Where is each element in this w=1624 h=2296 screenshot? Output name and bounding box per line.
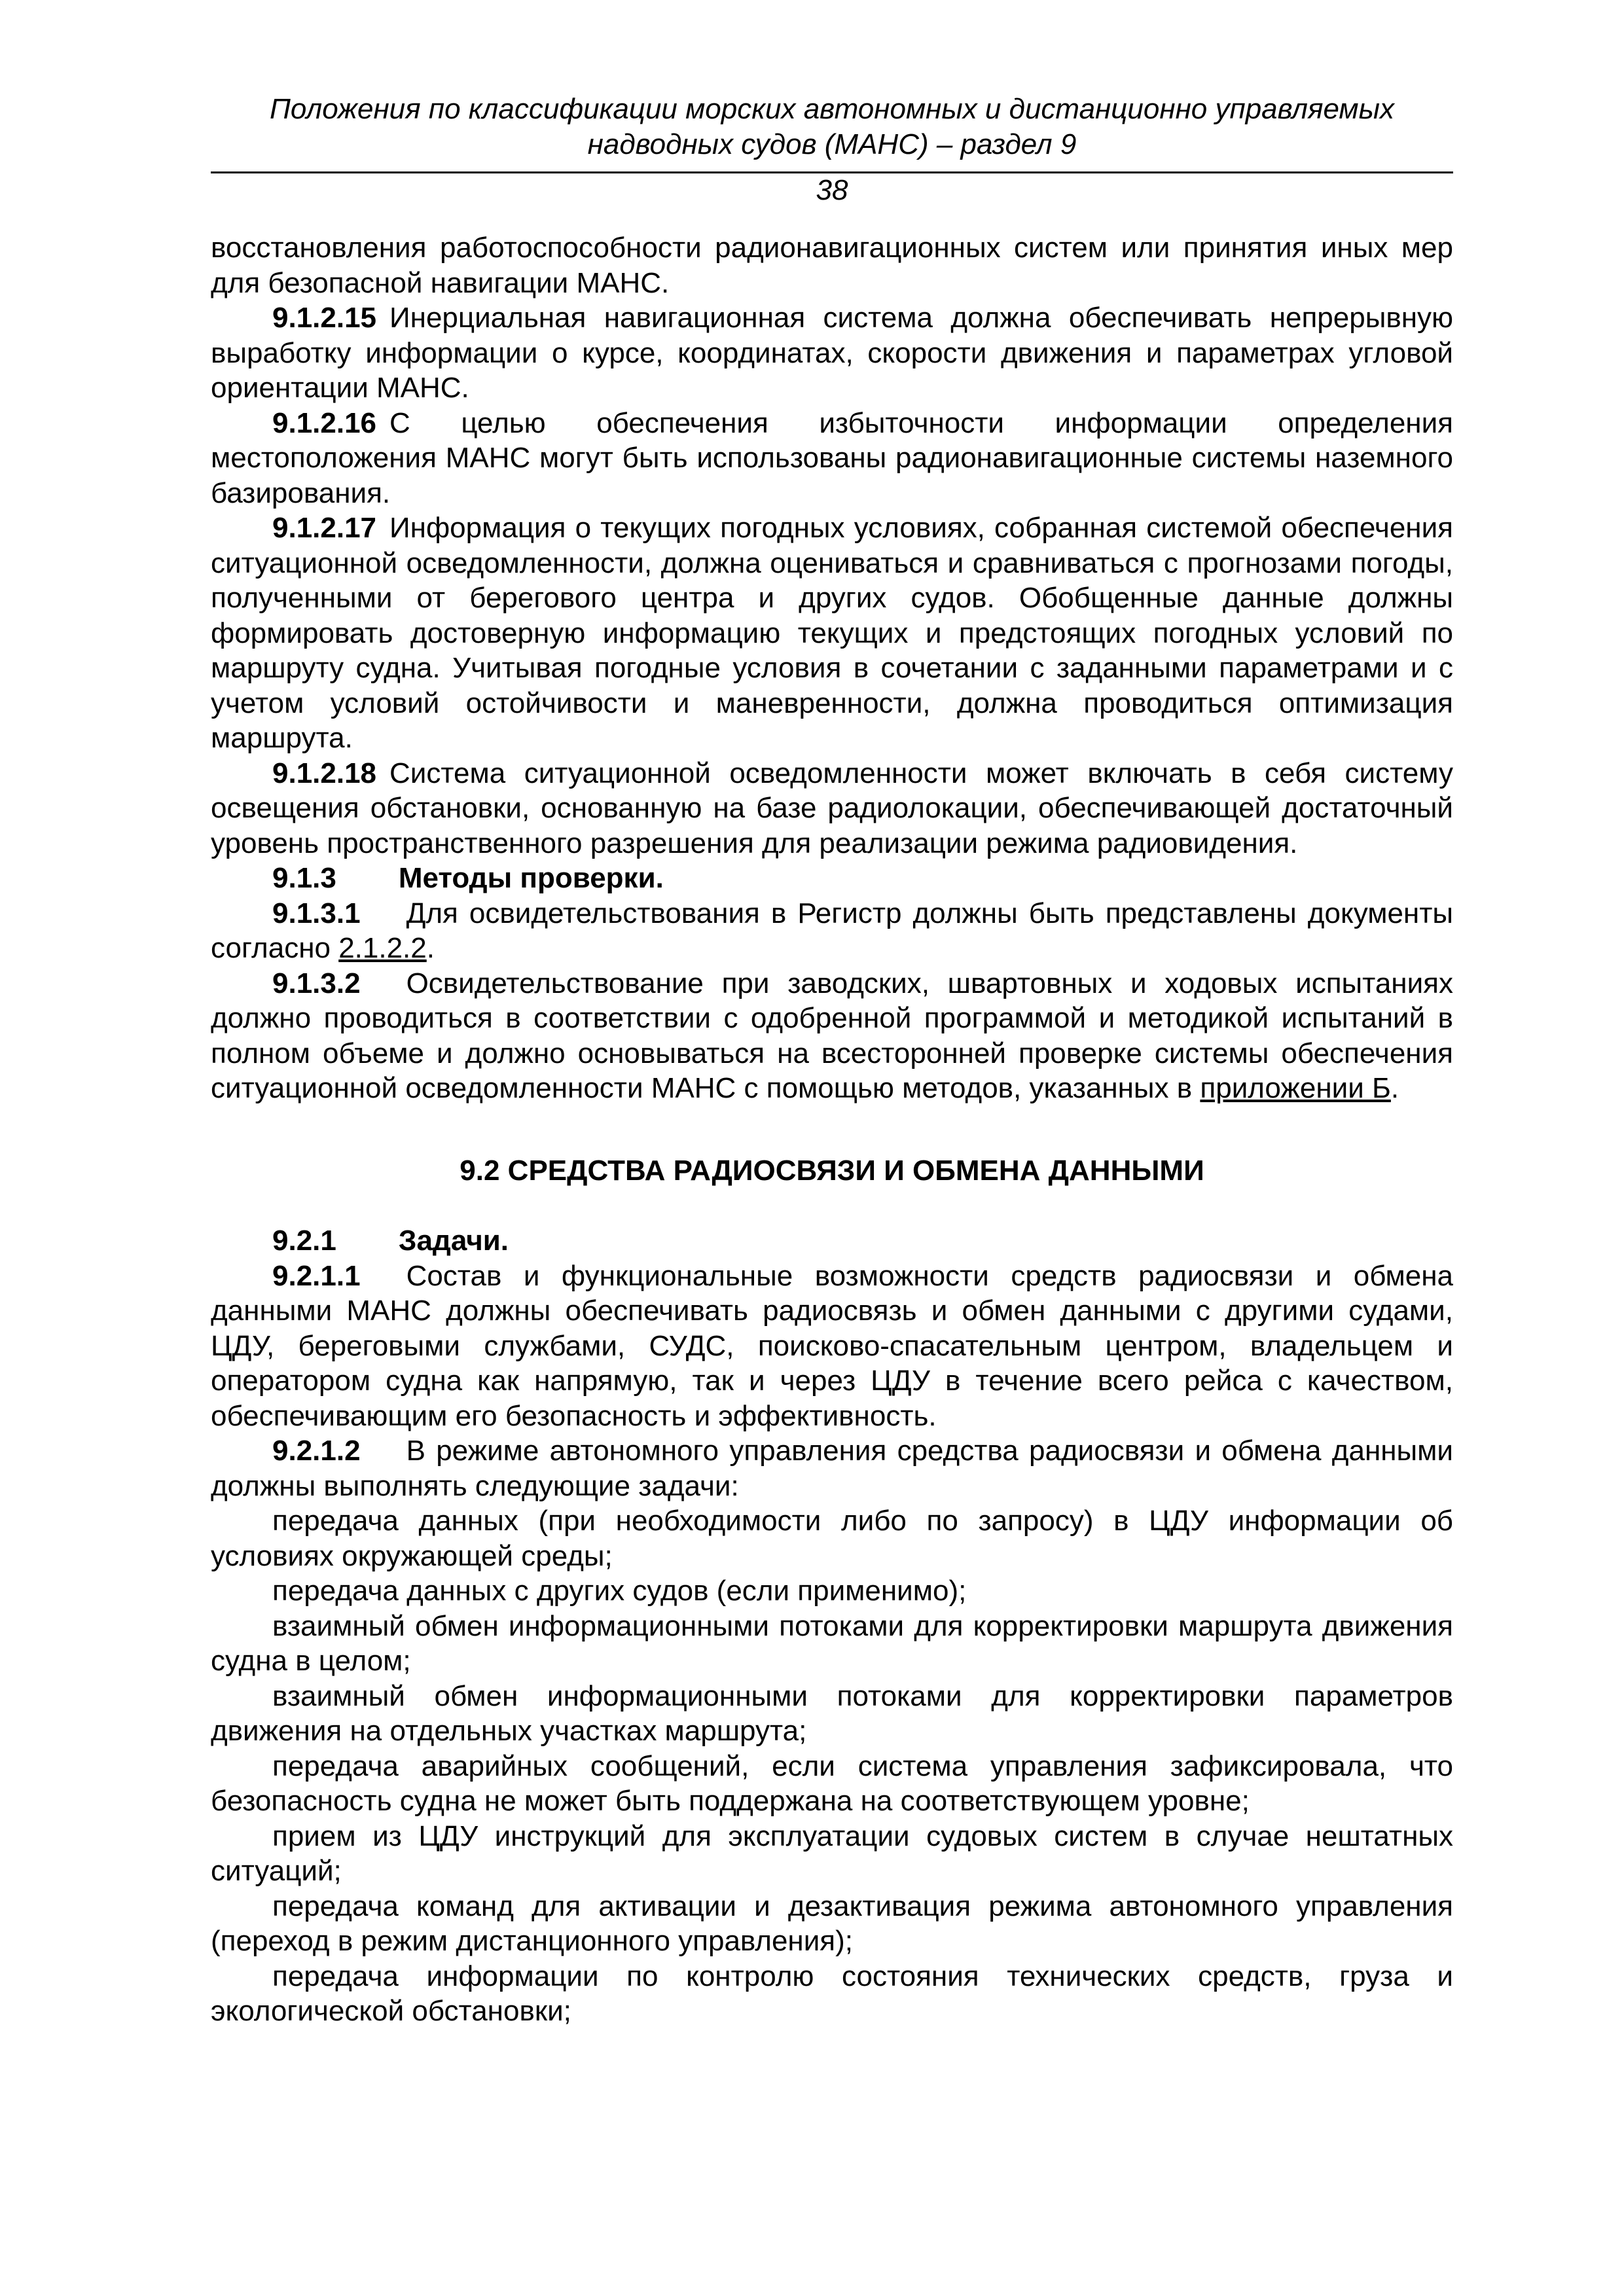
clause-text: Система ситуационной осведомленности может включать в себя систему освещения обстановки, основанную на базе радиолокации, обеспечивающей достаточный уровень пространственного разрешения для реализации режима радиовидения. bbox=[211, 757, 1453, 859]
paragraph-9-1-2-16 bbox=[211, 406, 1453, 511]
list-item: передача данных (при необходимости либо по запросу) в ЦДУ информации об условиях окружающей среды; bbox=[211, 1505, 1453, 1572]
paragraph-9-2-1-2 bbox=[211, 1433, 1453, 1503]
reference-link-2-1-2-2[interactable]: 2.1.2.2 bbox=[338, 932, 427, 964]
clause-text: Освидетельствование при заводских, швартовных и ходовых испытаниях должно проводиться в соответствии с одобренной программой и методикой испытаний в полном объеме и должно основываться на всесторонней проверке системы обеспечения ситуационной осведомленности МАНС с помощью методов, указанных в bbox=[211, 967, 1453, 1104]
document-body bbox=[211, 230, 1453, 2029]
clause-number: 9.1.3.1 bbox=[272, 897, 361, 929]
header-line-2: надводных судов (МАНС) – раздел 9 bbox=[587, 128, 1077, 160]
clause-text: Для освидетельствования в Регистр должны быть представлены документы согласно bbox=[211, 897, 1453, 964]
clause-number: 9.2.1.2 bbox=[272, 1435, 361, 1467]
paragraph-9-1-3-2: 9.1.3.2 Освидетельствование при заводских, швартовных и ходовых испытаниях должно проводиться в соответствии с одобренной программой и методикой испытаний в полном объеме и должно основываться на всесторонней проверке системы обеспечения ситуационной осведомленности МАНС с помощью методов, указанных в приложении Б. bbox=[211, 967, 1453, 1104]
clause-text: С целью обеспечения избыточности информации определения местоположения МАНС могут быть использованы радионавигационные системы наземного базирования. bbox=[211, 406, 1453, 509]
clause-number: 9.2.1.1 bbox=[272, 1259, 361, 1292]
paragraph-9-1-2-17 bbox=[211, 511, 1453, 756]
clause-number: 9.1.2.17 bbox=[272, 512, 377, 544]
clause-number: 9.1.2.15 bbox=[272, 302, 377, 334]
paragraph-9-1-3-1: 9.1.3.1 Для освидетельствования в Регистр должны быть представлены документы согласно 2.1.2.2. bbox=[211, 897, 1453, 964]
paragraph-9-1-2-15 bbox=[211, 300, 1453, 406]
list-item: взаимный обмен информационными потоками для корректировки маршрута движения судна в целом; bbox=[211, 1609, 1453, 1677]
clause-text: Инерциальная навигационная система должна обеспечивать непрерывную выработку информации о курсе, координатах, скорости движения и параметрах угловой ориентации МАНС. bbox=[211, 302, 1453, 404]
page-number: 38 bbox=[816, 174, 848, 206]
clause-number: 9.1.3 bbox=[272, 862, 336, 894]
header-line-1: Положения по классификации морских автономных и дистанционно управляемых bbox=[270, 93, 1394, 125]
clause-text: Информация о текущих погодных условиях, собранная системой обеспечения ситуационной осведомленности, должна оцениваться и сравниваться с прогнозами погоды, полученными от берегового центра и других судов. Обобщенные данные должны формировать достоверную информацию текущих и предстоящих погодных условий по маршруту судна. Учитывая погодные условия в сочетании с заданными параметрами и с учетом условий остойчивости и маневренности, должна проводиться оптимизация маршрута. bbox=[211, 512, 1453, 754]
clause-text: В режиме автономного управления средства радиосвязи и обмена данными должны выполнять следующие задачи: bbox=[211, 1435, 1453, 1502]
subsection-title: Задачи. bbox=[398, 1225, 509, 1257]
reference-link-appendix-b[interactable]: приложении Б bbox=[1200, 1072, 1391, 1104]
clause-number: 9.1.3.2 bbox=[272, 967, 361, 999]
list-item: передача данных с других судов (если применимо); bbox=[272, 1575, 967, 1607]
clause-number: 9.2.1 bbox=[272, 1225, 336, 1257]
paragraph-9-1-2-18 bbox=[211, 756, 1453, 861]
running-header bbox=[211, 92, 1453, 162]
list-item: передача команд для активации и дезактивация режима автономного управления (переход в режим дистанционного управления); bbox=[211, 1890, 1453, 1957]
subsection-9-2-1 bbox=[211, 1223, 1453, 1259]
clause-number: 9.1.2.18 bbox=[272, 757, 377, 789]
clause-number: 9.1.2.16 bbox=[272, 406, 377, 439]
list-item: взаимный обмен информационными потоками для корректировки параметров движения на отдельных участках маршрута; bbox=[211, 1679, 1453, 1747]
list-item: передача аварийных сообщений, если система управления зафиксировала, что безопасность судна не может быть поддержана на соответствующем уровне; bbox=[211, 1749, 1453, 1817]
list-item: прием из ЦДУ инструкций для эксплуатации судовых систем в случае нештатных ситуаций; bbox=[211, 1820, 1453, 1887]
section-heading-9-2: 9.2 СРЕДСТВА РАДИОСВЯЗИ И ОБМЕНА ДАННЫМИ bbox=[460, 1154, 1204, 1187]
subsection-9-1-3 bbox=[211, 861, 1453, 896]
paragraph-continuation: восстановления работоспособности радионавигационных систем или принятия иных мер для безопасной навигации МАНС. bbox=[211, 232, 1453, 299]
list-item: передача информации по контролю состояния технических средств, груза и экологической обстановки; bbox=[211, 1960, 1453, 2027]
paragraph-9-2-1-1 bbox=[211, 1259, 1453, 1434]
clause-text: Состав и функциональные возможности средств радиосвязи и обмена данными МАНС должны обеспечивать радиосвязь и обмен данными с другими судами, ЦДУ, береговыми службами, СУДС, поисково-спасательным центром, владельцем и оператором судна как напрямую, так и через ЦДУ в течение всего рейса с качеством, обеспечивающим его безопасность и эффективность. bbox=[211, 1259, 1453, 1432]
subsection-title: Методы проверки. bbox=[398, 862, 664, 894]
